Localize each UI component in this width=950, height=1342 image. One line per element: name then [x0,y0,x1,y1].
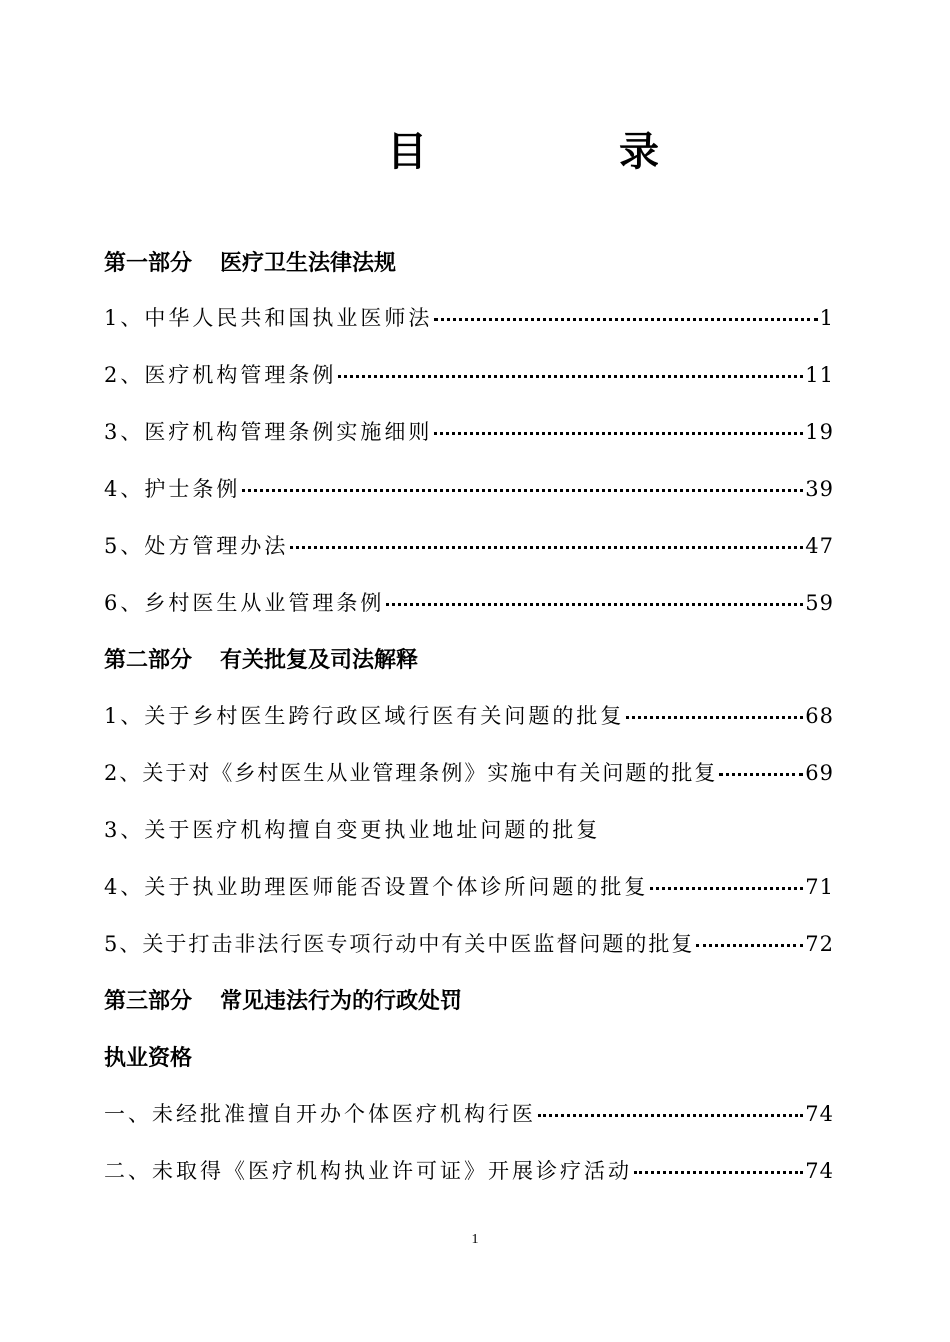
toc-entry[interactable] [104,757,834,787]
dot-leader [338,375,803,378]
dot-leader [242,489,803,492]
dot-leader [386,603,803,606]
toc-entry[interactable] [104,359,834,389]
toc-entry-page: 11 [805,363,834,387]
toc-entry[interactable] [104,871,834,901]
toc-entry-page: 59 [805,591,834,615]
toc-entry-page: 68 [805,704,834,728]
section-number: 第一部分 [104,251,193,276]
subheading: 执业资格 [104,1046,193,1071]
toc-entry[interactable] [104,814,834,844]
dot-leader [434,318,817,321]
toc-entry-text: 2、关于对《乡村医生从业管理条例》实施中有关问题的批复 [104,761,718,785]
section-title: 医疗卫生法律法规 [220,251,397,276]
toc-entry-page: 74 [805,1102,834,1126]
toc-entry[interactable] [104,928,834,958]
toc-entry-text: 3、医疗机构管理条例实施细则 [104,420,433,444]
page-number-footer: 1 [471,1232,479,1247]
section-heading-part2 [104,643,418,674]
section-number: 第二部分 [104,648,193,673]
toc-entry[interactable] [104,416,834,446]
toc-entry-text: 3、关于医疗机构擅自变更执业地址问题的批复 [104,818,601,842]
toc-entry-text: 5、处方管理办法 [104,534,289,558]
toc-entry-text: 6、乡村医生从业管理条例 [104,591,385,615]
dot-leader [434,432,803,435]
dot-leader [634,1171,803,1174]
dot-leader [290,546,803,549]
toc-entry-text: 4、关于执业助理医师能否设置个体诊所问题的批复 [104,875,649,899]
toc-entry-text: 5、关于打击非法行医专项行动中有关中医监督问题的批复 [104,932,695,956]
section-heading-part1 [104,246,396,277]
dot-leader [696,944,803,947]
title-char-1: 目 [387,129,523,175]
toc-entry-page: 74 [805,1159,834,1183]
toc-entry-text: 1、中华人民共和国执业医师法 [104,306,433,330]
toc-entry-page: 69 [805,761,834,785]
title-char-2: 录 [619,129,755,175]
toc-entry[interactable] [104,302,834,332]
section-title: 有关批复及司法解释 [220,648,419,673]
toc-entry-text: 1、关于乡村医生跨行政区域行医有关问题的批复 [104,704,625,728]
dot-leader [538,1114,803,1117]
toc-title [0,120,950,177]
dot-leader [626,716,803,719]
toc-entry[interactable] [104,1098,834,1128]
toc-entry-text: 二、未取得《医疗机构执业许可证》开展诊疗活动 [104,1159,632,1183]
toc-entry[interactable] [104,1155,834,1185]
toc-entry-page: 39 [805,477,834,501]
section-title: 常见违法行为的行政处罚 [220,989,463,1014]
toc-entry-text: 4、护士条例 [104,477,241,501]
section-number: 第三部分 [104,989,193,1014]
section-heading-part3 [104,984,462,1015]
toc-entry[interactable] [104,700,834,730]
toc-entry-page: 1 [819,306,834,330]
toc-entry[interactable] [104,587,834,617]
toc-entry-text: 2、医疗机构管理条例 [104,363,337,387]
toc-entry[interactable] [104,473,834,503]
toc-entry[interactable] [104,530,834,560]
dot-leader [650,887,803,890]
dot-leader [719,773,803,776]
toc-entry-page: 47 [805,534,834,558]
toc-entry-page: 19 [805,420,834,444]
toc-entry-page: 72 [805,932,834,956]
toc-entry-page: 71 [805,875,834,899]
toc-entry-text: 一、未经批准擅自开办个体医疗机构行医 [104,1102,536,1126]
